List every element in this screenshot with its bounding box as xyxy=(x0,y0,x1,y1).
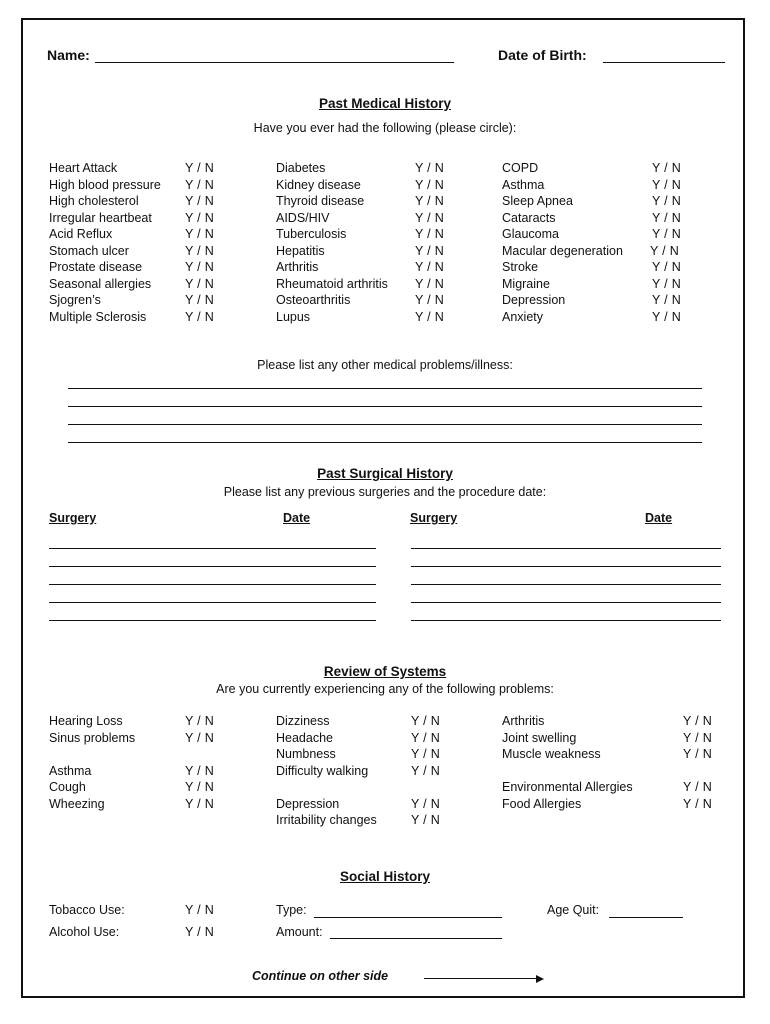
tobacco-yes-no[interactable]: Y / N xyxy=(185,903,215,917)
yes-no-choice[interactable]: Y / N xyxy=(415,243,445,258)
surgery-header-right: Surgery xyxy=(410,511,458,525)
symptom-label: Wheezing xyxy=(49,796,105,811)
other-problems-line[interactable] xyxy=(68,406,702,407)
ros-column-2 xyxy=(276,713,377,829)
surgery-entry-line[interactable] xyxy=(411,620,721,621)
yes-no-choice[interactable]: Y / N xyxy=(415,260,445,274)
symptom-label: Asthma xyxy=(49,763,92,778)
condition-label: Multiple Sclerosis xyxy=(49,309,147,324)
condition-label: High cholesterol xyxy=(49,194,139,208)
name-label: Name: xyxy=(47,47,90,63)
surgery-entry-line[interactable] xyxy=(411,566,721,567)
yes-no-choice[interactable]: Y / N xyxy=(652,293,682,307)
surgery-entry-line[interactable] xyxy=(49,602,376,603)
type-field[interactable] xyxy=(314,917,502,918)
other-problems-line[interactable] xyxy=(68,442,702,443)
condition-label: COPD xyxy=(502,161,539,175)
name-field[interactable] xyxy=(95,62,454,63)
condition-label: Migraine xyxy=(502,276,550,291)
condition-label: Cataracts xyxy=(502,210,556,225)
yes-no-choice[interactable]: Y / N xyxy=(185,730,215,745)
symptom-label: Food Allergies xyxy=(502,796,582,811)
pmh-yn-column-3 xyxy=(652,160,681,325)
yes-no-choice[interactable]: Y / N xyxy=(185,194,215,208)
yes-no-choice[interactable]: Y / N xyxy=(185,243,215,258)
pmh-column-3 xyxy=(502,160,623,325)
condition-label: AIDS/HIV xyxy=(276,210,330,225)
symptom-label: Numbness xyxy=(276,747,336,761)
condition-label: Sleep Apnea xyxy=(502,194,573,208)
condition-label: Prostate disease xyxy=(49,260,143,274)
condition-label: Irregular heartbeat xyxy=(49,210,152,225)
surgery-header-left: Surgery xyxy=(49,511,97,525)
dob-field[interactable] xyxy=(603,62,725,63)
surgery-entry-line[interactable] xyxy=(49,548,376,549)
symptom-label: Sinus problems xyxy=(49,730,136,745)
condition-label: Thyroid disease xyxy=(276,194,365,208)
ros-yn-column-3 xyxy=(683,713,712,812)
yes-no-choice[interactable]: Y / N xyxy=(683,730,713,745)
surgery-entry-line[interactable] xyxy=(411,602,721,603)
alcohol-label: Alcohol Use: xyxy=(49,925,120,939)
symptom-label: Hearing Loss xyxy=(49,714,123,728)
yes-no-choice[interactable]: Y / N xyxy=(650,243,680,258)
condition-label: Hepatitis xyxy=(276,243,325,258)
continue-text: Continue on other side xyxy=(252,969,389,983)
condition-label: Sjogren’s xyxy=(49,293,101,307)
other-problems-prompt: Please list any other medical problems/illness: xyxy=(257,358,513,372)
yes-no-choice[interactable]: Y / N xyxy=(185,276,215,291)
symptom-label: Depression xyxy=(276,796,340,811)
yes-no-choice[interactable]: Y / N xyxy=(415,276,445,291)
condition-label: High blood pressure xyxy=(49,177,161,192)
spacer xyxy=(49,746,135,763)
yes-no-choice[interactable]: Y / N xyxy=(652,260,682,274)
yes-no-choice[interactable]: Y / N xyxy=(652,309,682,324)
yes-no-choice[interactable]: Y / N xyxy=(415,210,445,225)
ros-column-3 xyxy=(502,713,633,812)
other-problems-line[interactable] xyxy=(68,424,702,425)
yes-no-choice[interactable]: Y / N xyxy=(185,763,215,778)
surgery-entry-line[interactable] xyxy=(49,620,376,621)
other-problems-line[interactable] xyxy=(68,388,702,389)
condition-label: Diabetes xyxy=(276,161,326,175)
pmh-column-1 xyxy=(49,160,161,325)
condition-label: Anxiety xyxy=(502,309,543,324)
condition-label: Seasonal allergies xyxy=(49,276,152,291)
yes-no-choice[interactable]: Y / N xyxy=(185,161,215,175)
symptom-label: Environmental Allergies xyxy=(502,780,633,794)
yes-no-choice[interactable]: Y / N xyxy=(185,210,215,225)
yes-no-choice[interactable]: Y / N xyxy=(415,293,445,307)
tobacco-label: Tobacco Use: xyxy=(49,903,125,917)
condition-label: Arthritis xyxy=(276,260,319,274)
type-label: Type: xyxy=(276,903,307,917)
yes-no-choice[interactable]: Y / N xyxy=(411,763,441,778)
alcohol-yes-no[interactable]: Y / N xyxy=(185,925,215,939)
ros-yn-column-1 xyxy=(185,713,214,812)
pmh-title: Past Medical History xyxy=(318,96,452,111)
yes-no-choice[interactable]: Y / N xyxy=(683,747,713,761)
psh-subtitle: Please list any previous surgeries and the procedure date: xyxy=(223,485,547,499)
condition-label: Lupus xyxy=(276,309,311,324)
condition-label: Glaucoma xyxy=(502,227,559,241)
surgery-entry-line[interactable] xyxy=(49,566,376,567)
surgery-entry-line[interactable] xyxy=(411,584,721,585)
condition-label: Depression xyxy=(502,293,566,307)
condition-label: Heart Attack xyxy=(49,161,118,175)
amount-label: Amount: xyxy=(276,925,323,939)
yes-no-choice[interactable]: Y / N xyxy=(411,796,441,811)
yes-no-choice[interactable]: Y / N xyxy=(411,813,441,827)
surgery-entry-line[interactable] xyxy=(49,584,376,585)
ros-column-1 xyxy=(49,713,135,812)
yes-no-choice[interactable]: Y / N xyxy=(185,177,215,192)
yes-no-choice[interactable]: Y / N xyxy=(652,210,682,225)
condition-label: Acid Reflux xyxy=(49,227,113,241)
condition-label: Osteoarthritis xyxy=(276,293,351,307)
yes-no-choice[interactable]: Y / N xyxy=(652,227,682,241)
age-quit-label: Age Quit: xyxy=(547,903,600,917)
yes-no-choice[interactable]: Y / N xyxy=(652,177,682,192)
condition-label: Stomach ulcer xyxy=(49,243,129,258)
pmh-subtitle: Have you ever had the following (please circle): xyxy=(253,121,517,135)
yes-no-choice[interactable]: Y / N xyxy=(415,177,445,192)
spacer xyxy=(502,763,633,780)
yes-no-choice[interactable]: Y / N xyxy=(652,161,682,175)
surgery-entry-line[interactable] xyxy=(411,548,721,549)
yes-no-choice[interactable]: Y / N xyxy=(683,714,713,728)
yes-no-choice[interactable]: Y / N xyxy=(683,796,713,811)
symptom-label: Arthritis xyxy=(502,714,545,728)
yes-no-choice[interactable]: Y / N xyxy=(411,730,441,745)
yes-no-choice[interactable]: Y / N xyxy=(185,796,215,811)
condition-label: Stroke xyxy=(502,260,539,274)
condition-label: Tuberculosis xyxy=(276,227,347,241)
condition-label: Asthma xyxy=(502,177,545,192)
yes-no-choice[interactable]: Y / N xyxy=(415,194,445,208)
yes-no-choice[interactable]: Y / N xyxy=(415,161,445,175)
social-title: Social History xyxy=(339,869,431,884)
yes-no-choice[interactable]: Y / N xyxy=(185,260,215,274)
pmh-column-2 xyxy=(276,160,388,325)
yes-no-choice[interactable]: Y / N xyxy=(185,293,215,307)
yes-no-choice[interactable]: Y / N xyxy=(652,194,682,208)
yes-no-choice[interactable]: Y / N xyxy=(185,309,215,324)
yes-no-choice[interactable]: Y / N xyxy=(185,780,215,794)
symptom-label: Muscle weakness xyxy=(502,747,601,761)
yes-no-choice[interactable]: Y / N xyxy=(652,276,682,291)
condition-label: Rheumatoid arthritis xyxy=(276,276,388,291)
age-quit-field[interactable] xyxy=(609,917,683,918)
psh-title: Past Surgical History xyxy=(317,466,453,481)
symptom-label: Irritability changes xyxy=(276,813,377,827)
symptom-label: Difficulty walking xyxy=(276,763,369,778)
yes-no-choice[interactable]: Y / N xyxy=(411,747,441,761)
ros-yn-column-2 xyxy=(411,713,440,829)
symptom-label: Headache xyxy=(276,730,333,745)
arrow-right-icon xyxy=(536,975,544,983)
yes-no-choice[interactable]: Y / N xyxy=(185,227,215,241)
amount-field[interactable] xyxy=(330,938,502,939)
yes-no-choice[interactable]: Y / N xyxy=(411,714,441,728)
symptom-label: Joint swelling xyxy=(502,730,577,745)
symptom-label: Cough xyxy=(49,780,86,794)
symptom-label: Dizziness xyxy=(276,714,330,728)
date-header-right: Date xyxy=(645,511,673,525)
yes-no-choice[interactable]: Y / N xyxy=(185,714,215,728)
yes-no-choice[interactable]: Y / N xyxy=(415,309,445,324)
yes-no-choice[interactable]: Y / N xyxy=(683,780,713,794)
date-header-left: Date xyxy=(283,511,311,525)
dob-label: Date of Birth: xyxy=(498,47,587,63)
ros-title: Review of Systems xyxy=(323,664,447,679)
condition-label: Kidney disease xyxy=(276,177,361,192)
pmh-yn-column-1 xyxy=(185,160,214,325)
spacer xyxy=(276,779,377,796)
ros-subtitle: Are you currently experiencing any of the following problems: xyxy=(216,682,554,696)
yes-no-choice[interactable]: Y / N xyxy=(415,227,445,241)
condition-label: Macular degeneration xyxy=(502,243,623,258)
pmh-yn-column-2 xyxy=(415,160,444,325)
continue-arrow-icon xyxy=(424,978,536,979)
